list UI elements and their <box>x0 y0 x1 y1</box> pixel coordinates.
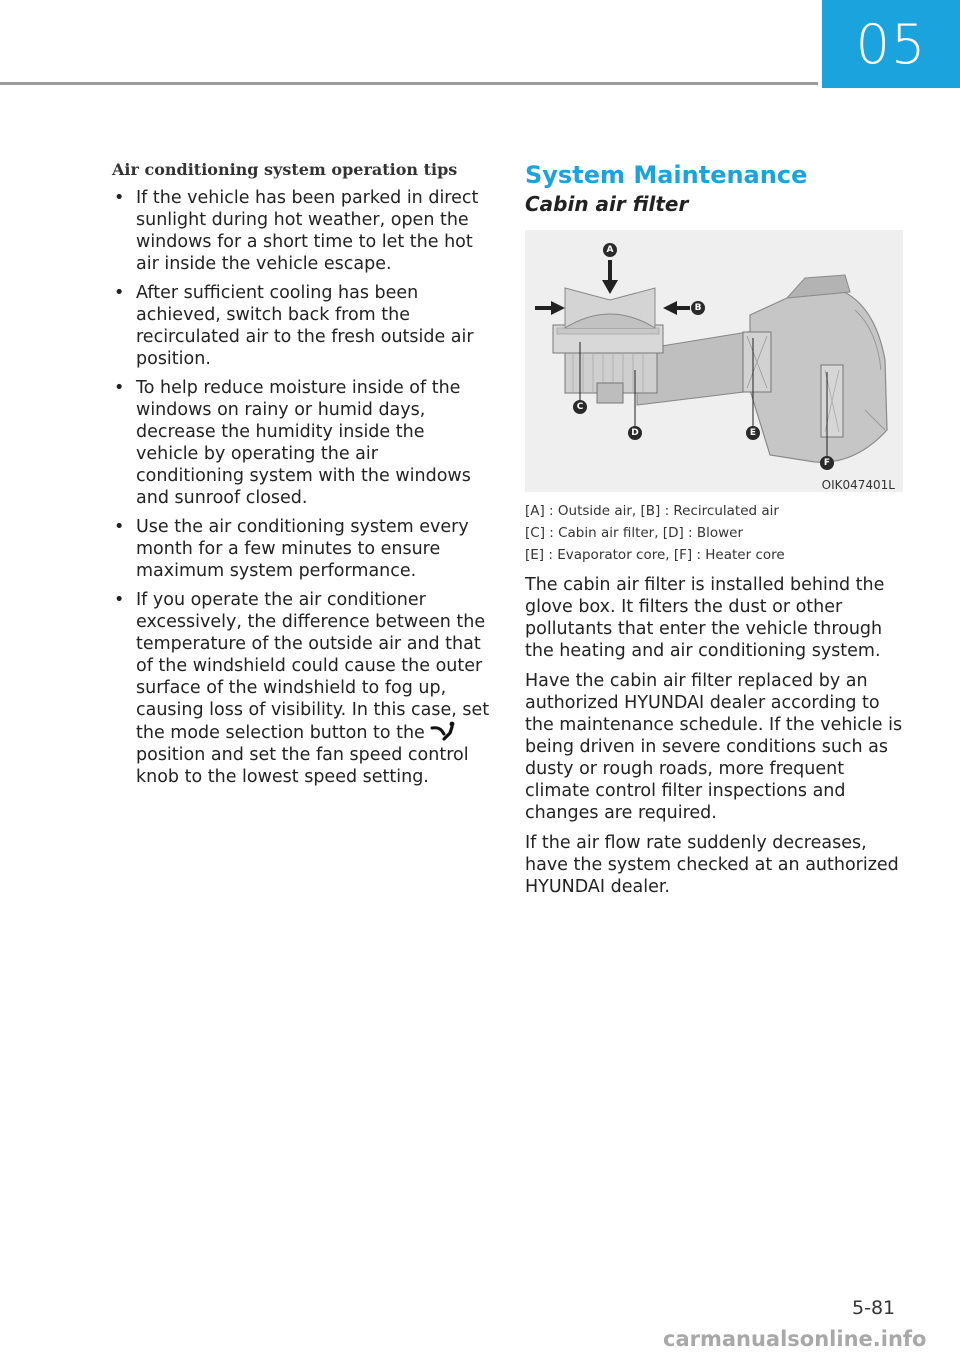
list-item: • If you operate the air conditioner excessively, the difference between the temperature of the outside air and that of the windshield could cause the outer surface of the windshield to fog up, causing loss of visibility. In this case, set the mode selection button to the position and set the fan speed control knob to the lowest speed setting. <box>114 590 490 787</box>
legend-line: [C] : Cabin air filter, [D] : Blower <box>525 525 744 541</box>
figure-code: OIK047401L <box>821 478 895 492</box>
floor-defrost-mode-icon <box>430 721 460 741</box>
body-paragraph: If the air flow rate suddenly decreases, have the system checked at an authorized HYUNDAI dealer. <box>525 833 899 897</box>
figure-label-b: B <box>691 301 705 315</box>
figure-label-d: D <box>628 426 642 440</box>
legend-line: [A] : Outside air, [B] : Recirculated air <box>525 503 779 519</box>
hvac-diagram <box>525 230 903 492</box>
figure-label-f: F <box>820 456 834 470</box>
figure-legend <box>525 500 903 566</box>
figure-label-e: E <box>746 426 760 440</box>
section-title: System Maintenance <box>525 161 808 189</box>
figure-label-a: A <box>603 243 617 257</box>
header-rule <box>0 82 818 85</box>
subsection-title: Cabin air filter <box>525 192 689 216</box>
maintenance-column <box>525 160 903 898</box>
list-item: • To help reduce moisture inside of the windows on rainy or humid days, decrease the humidity inside the vehicle by operating the air conditioning system with the windows and sunroof closed. <box>114 378 471 508</box>
chapter-tab: 05 <box>822 0 960 88</box>
hvac-diagram-drawing <box>525 230 903 492</box>
body-paragraph: The cabin air filter is installed behind the glove box. It filters the dust or other pollutants that enter the vehicle through the heating and air conditioning system. <box>525 575 885 661</box>
tips-column <box>112 160 490 795</box>
legend-line: [E] : Evaporator core, [F] : Heater core <box>525 547 785 563</box>
list-item: • After sufficient cooling has been achieved, switch back from the recirculated air to the fresh outside air position. <box>114 283 474 369</box>
figure-label-c: C <box>573 400 587 414</box>
tips-title: Air conditioning system operation tips <box>112 160 458 179</box>
page-number: 5-81 <box>852 1297 896 1319</box>
body-paragraph: Have the cabin air filter replaced by an authorized HYUNDAI dealer according to the maintenance schedule. If the vehicle is being driven in severe conditions such as dusty or rough roads, more frequent climate control filter inspections and changes are required. <box>525 671 903 823</box>
list-item: • If the vehicle has been parked in direct sunlight during hot weather, open the windows for a short time to let the hot air inside the vehicle escape. <box>114 188 479 274</box>
list-item: • Use the air conditioning system every month for a few minutes to ensure maximum system performance. <box>114 517 469 581</box>
watermark: carmanualsonline.info <box>663 1327 927 1351</box>
tips-list <box>112 187 490 788</box>
